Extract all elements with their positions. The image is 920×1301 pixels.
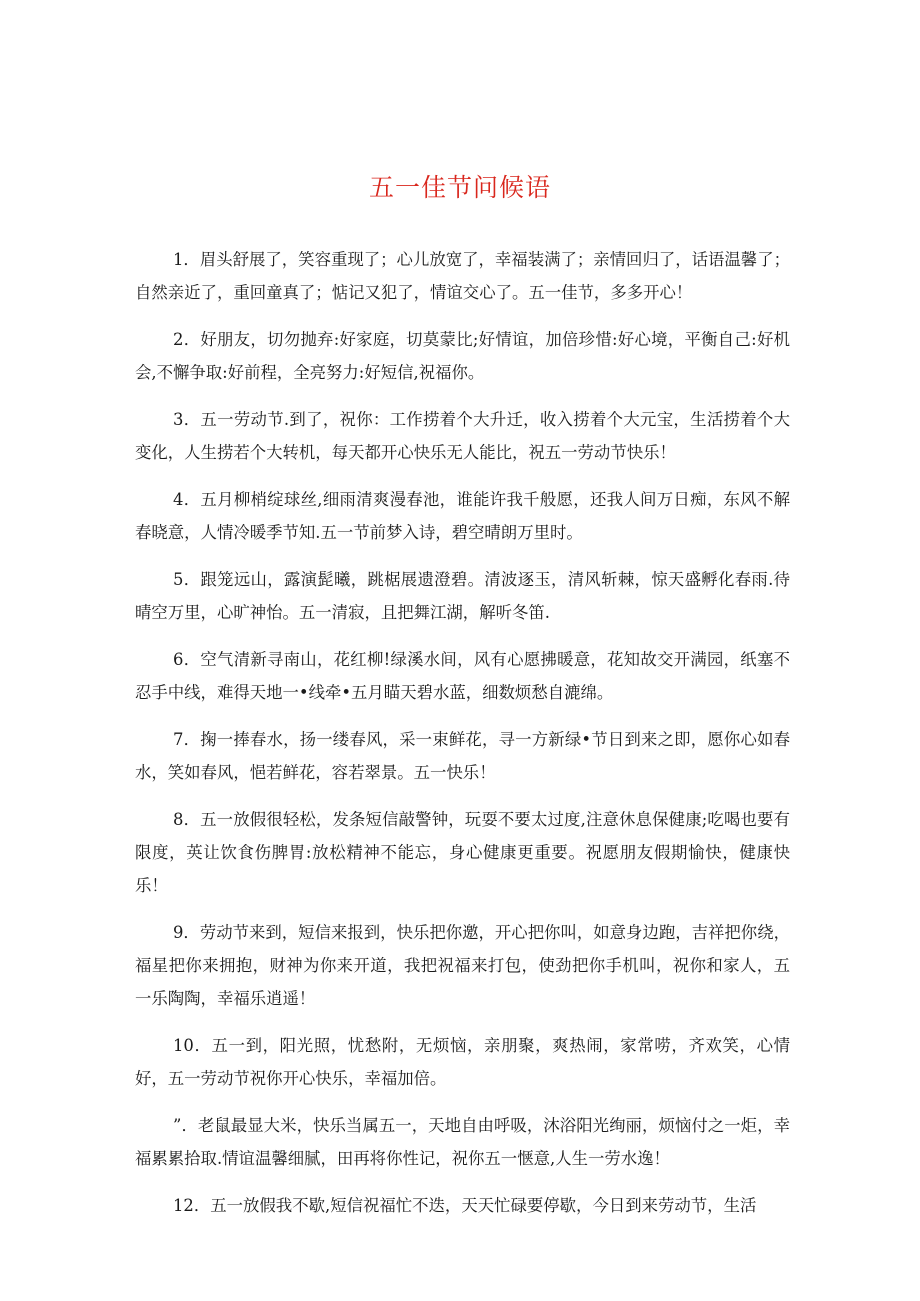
document-title: 五一佳节问候语 bbox=[368, 173, 551, 202]
paragraph-2: 2．好朋友，切勿抛弃:好家庭，切莫蒙比;好情谊，加倍珍惜:好心境，平衡自己:好机会,不懈争取:好前程，全亮努力:好短信,祝福你。 bbox=[135, 330, 790, 382]
paragraph-8: 8．五一放假很轻松，发条短信敲警钟，玩耍不要太过度,注意休息保健康;吃喝也要有限度，英让饮食伤脾胃:放松精神不能忘，身心健康更重要。祝愿朋友假期愉快，健康快乐！ bbox=[135, 810, 790, 895]
paragraph-3: 3．五一劳动节.到了，祝你：工作捞着个大升迁，收入捞着个大元宝，生活捞着个大变化，人生捞若个大转机，每天都开心快乐无人能比，祝五一劳动节快乐！ bbox=[135, 410, 790, 462]
paragraph-12: 12．五一放假我不歇,短信祝福忙不迭，天天忙碌要停歇，今日到来劳动节，生活 bbox=[173, 1196, 757, 1215]
paragraph-5: 5．跟笼远山，露演髭曦，跳椐展遗澄碧。清波逐玉，清风斩棘，惊天盛孵化春雨.待晴空万里，心旷神怡。五一清寂，且把舞江湖，解听冬笛. bbox=[135, 570, 790, 622]
paragraph-1: 1．眉头舒展了，笑容重现了；心儿放宽了，幸福装满了；亲情回归了，话语温馨了；自然亲近了，重回童真了；惦记又犯了，情谊交心了。五一佳节，多多开心！ bbox=[135, 250, 790, 302]
paragraph-6: 6．空气清新寻南山，花红柳!绿溪水间，风有心愿拂暖意，花知故交开满园，纸塞不忍手中线，难得天地一•线牵•五月瞄天碧水蓝，细数烦愁自漉绵。 bbox=[135, 650, 790, 702]
document-body bbox=[135, 243, 790, 1236]
paragraph-11: ”．老鼠最显大米，快乐当属五一，天地自由呼吸，沐浴阳光绚丽，烦恼付之一炬，幸福累累拾取.情谊温馨细腻，田再将你性记，祝你五一惬意,人生一劳水逸！ bbox=[135, 1116, 790, 1168]
paragraph-9: 9．劳动节来到，短信来报到，快乐把你邀，开心把你叫，如意身边跑，吉祥把你绕，福星把你来拥抱，财神为你来开道，我把祝福来打包，使劲把你手机叫，祝你和家人，五一乐陶陶，幸福乐逍遥！ bbox=[135, 923, 790, 1008]
paragraph-10: 10．五一到，阳光照，忧愁附，无烦恼，亲朋聚，爽热闹，家常唠，齐欢笑，心情好，五一劳动节祝你开心快乐，幸福加倍。 bbox=[135, 1036, 790, 1088]
paragraph-4: 4．五月柳梢绽球丝,细雨清爽漫春池，谁能许我千般愿，还我人间万日痴，东风不解春晓意，人情冷暖季节知.五一节前梦入诗，碧空晴朗万里时。 bbox=[135, 490, 790, 542]
paragraph-7: 7．掬一捧春水，扬一缕春风，采一束鲜花，寻一方新绿•节日到来之即，愿你心如春水，笑如春风，悒若鲜花，容若翠景。五一快乐！ bbox=[135, 730, 790, 782]
